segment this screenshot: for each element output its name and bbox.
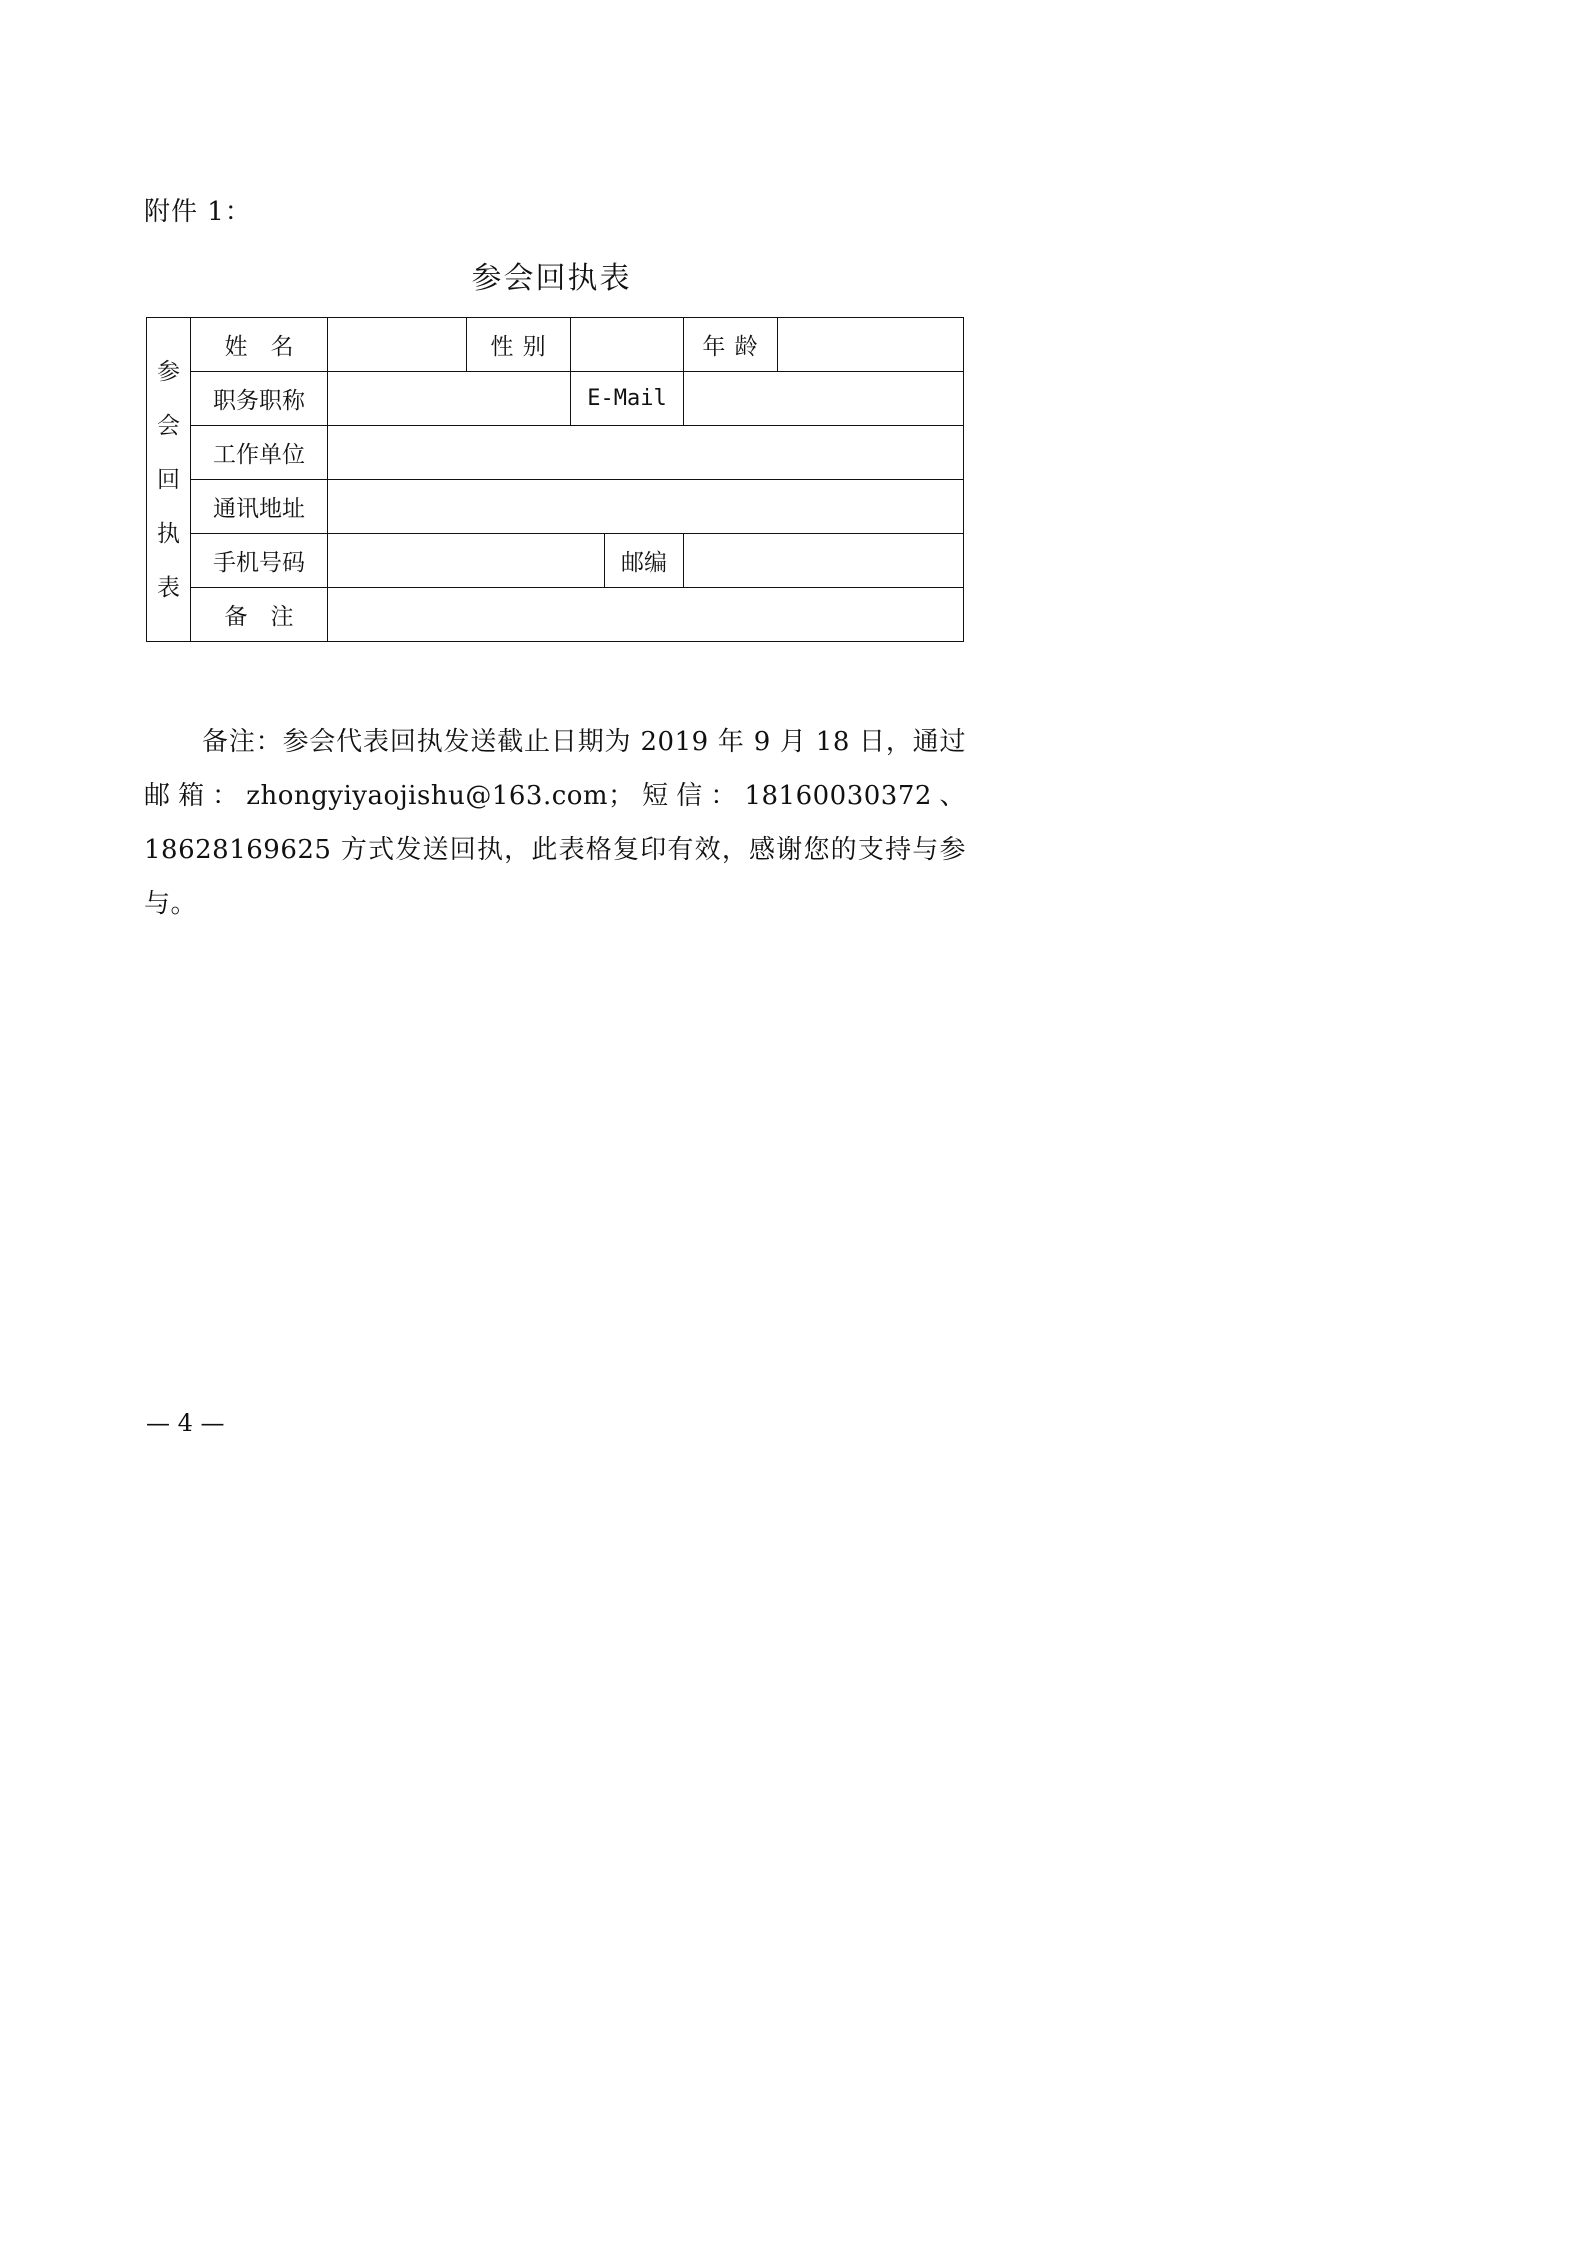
vertical-form-title — [157, 345, 180, 615]
position-label: 职务职称 — [191, 372, 328, 426]
side-title-char: 表 — [157, 574, 180, 601]
remarks-label: 备 注 — [191, 588, 328, 642]
email-field[interactable] — [684, 372, 964, 426]
form-row-position — [147, 372, 964, 426]
note-paragraph: 备注：参会代表回执发送截止日期为 2019 年 9 月 18 日，通过邮箱：zhongyiyaojishu@163.com；短信：18160030372、18628169625 方式发送回执，此表格复印有效，感谢您的支持与参与。 — [144, 727, 966, 919]
position-field[interactable] — [328, 372, 571, 426]
age-label: 年 龄 — [684, 318, 778, 372]
organization-field[interactable] — [328, 426, 964, 480]
side-title-char: 执 — [157, 520, 180, 547]
form-row-phone — [147, 534, 964, 588]
form-title: 参会回执表 — [471, 261, 632, 296]
postcode-field[interactable] — [684, 534, 964, 588]
form-row-address — [147, 480, 964, 534]
remarks-field[interactable] — [328, 588, 964, 642]
gender-label: 性 别 — [467, 318, 571, 372]
side-title-cell — [147, 318, 191, 642]
email-label: E-Mail — [571, 372, 684, 426]
attachment-label: 附件 1： — [144, 197, 252, 227]
side-title-char: 回 — [157, 466, 180, 493]
phone-field[interactable] — [328, 534, 605, 588]
registration-form-table — [146, 317, 964, 642]
form-row-remarks — [147, 588, 964, 642]
gender-field[interactable] — [571, 318, 684, 372]
address-field[interactable] — [328, 480, 964, 534]
organization-label: 工作单位 — [191, 426, 328, 480]
name-label: 姓 名 — [191, 318, 328, 372]
postcode-label: 邮编 — [605, 534, 684, 588]
form-row-name — [147, 318, 964, 372]
phone-label: 手机号码 — [191, 534, 328, 588]
address-label: 通讯地址 — [191, 480, 328, 534]
name-field[interactable] — [328, 318, 467, 372]
side-title-char: 会 — [157, 412, 180, 439]
form-row-organization — [147, 426, 964, 480]
page-number: — 4 — — [146, 1409, 225, 1437]
side-title-char: 参 — [157, 358, 180, 385]
age-field[interactable] — [778, 318, 964, 372]
